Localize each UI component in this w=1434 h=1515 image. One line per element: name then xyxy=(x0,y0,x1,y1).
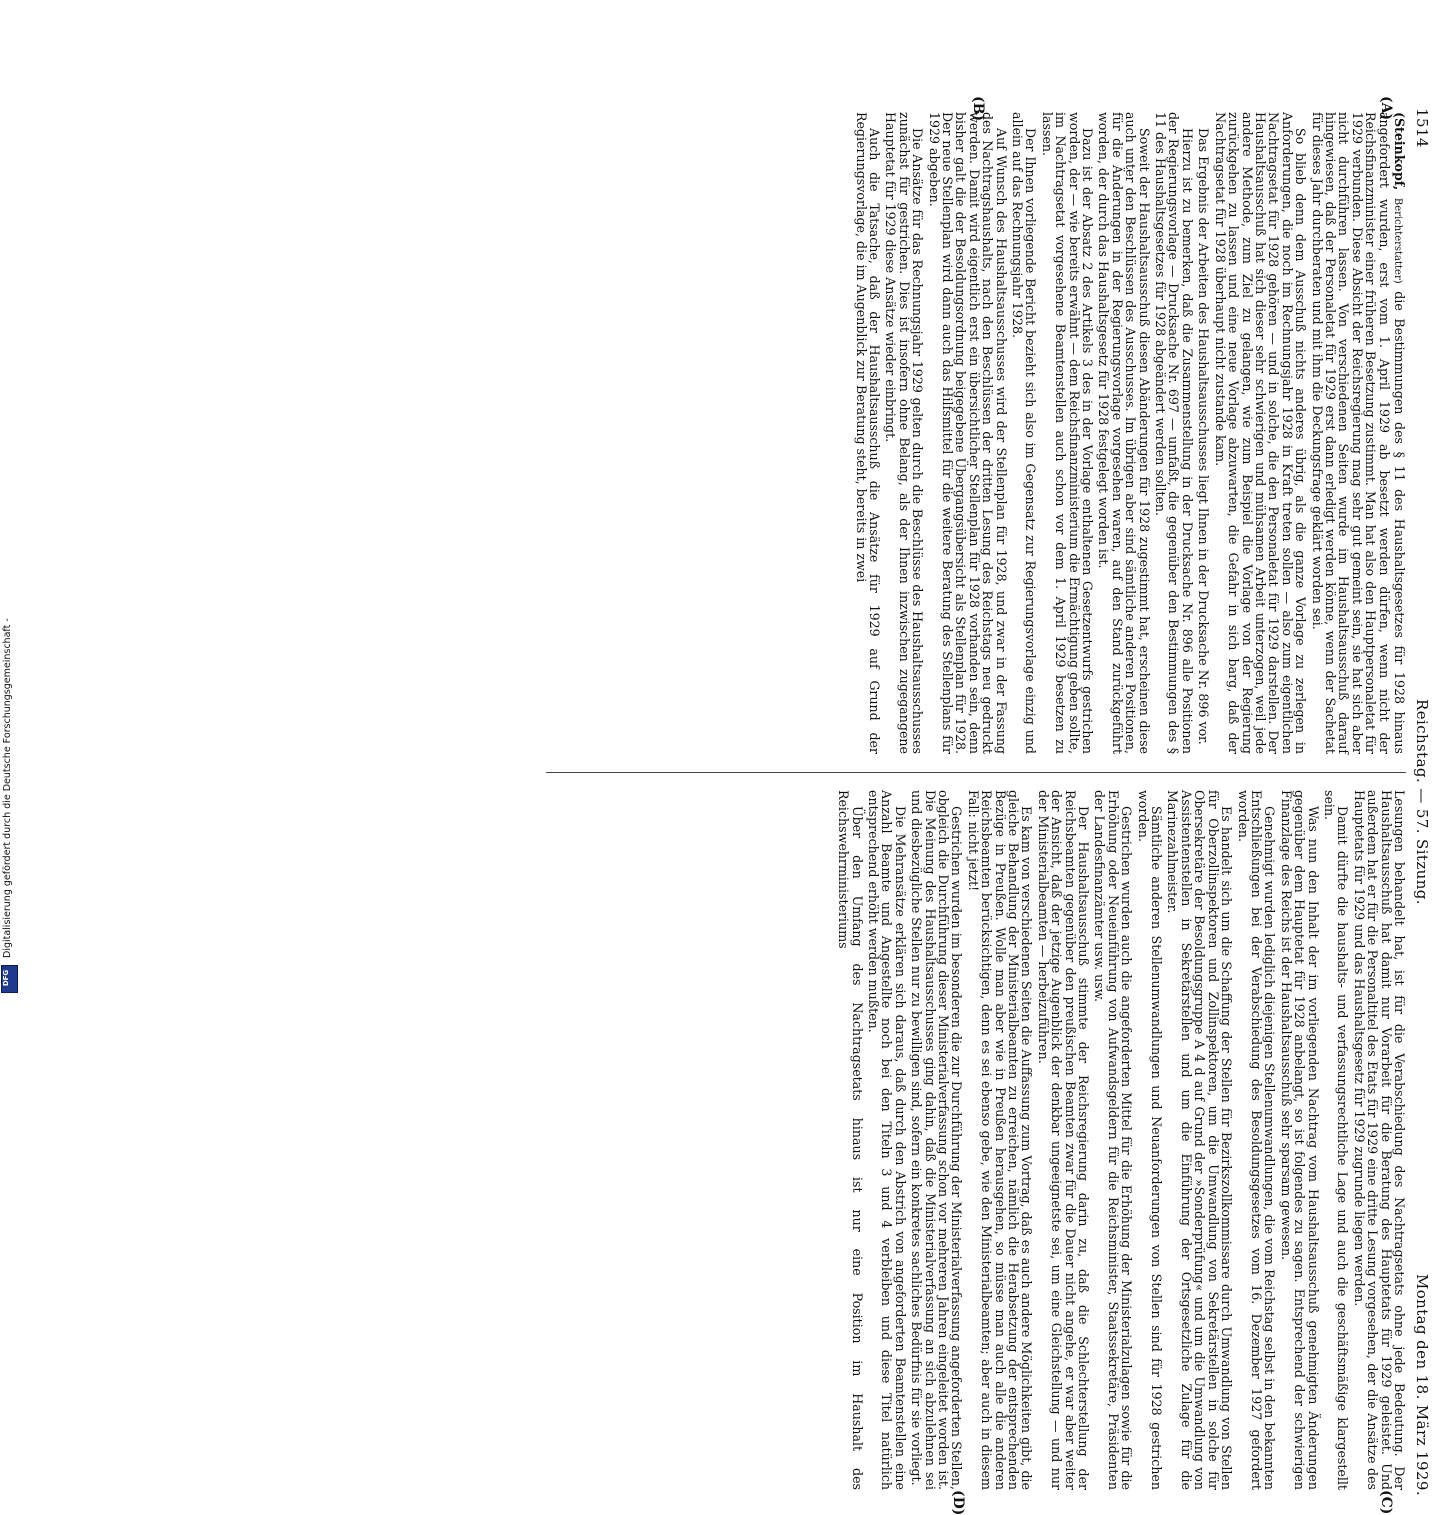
margin-marker-c: (C) xyxy=(1378,1490,1394,1515)
paragraph: Gestrichen wurden auch die angeforderten Mittel für die Erhöhung der Ministerialzulagen sowie für die Erhöhung oder Neueinführung von Aufwandsgeldern für die Reichsminister, Staatssekretäre, Präsidenten der Landesfinanzämter usw. usw. xyxy=(1092,790,1135,1490)
dfg-logo-text: DFG xyxy=(2,969,11,987)
page-title: Reichstag. — 57. Sitzung. xyxy=(1413,699,1431,905)
document-page xyxy=(30,96,1434,1515)
paragraph: Das Ergebnis der Arbeiten des Haushaltsausschusses liegt Ihnen in der Drucksache Nr. 896 vor. xyxy=(1196,128,1212,745)
margin-marker-a: (A) xyxy=(1378,96,1394,121)
margin-marker-b: (B) xyxy=(970,96,986,122)
paragraph: Was nun den Inhalt der im vorliegenden Nachtrag vom Haushaltsausschuß genehmigten Änderungen gegenüber dem Hauptetat für 1928 anbelangt, so ist folgendes zu sagen. Entsprechend der schwierigen Finanzlage des Reichs ist der Haushaltsausschuß sehr sparsam gewesen. xyxy=(1278,790,1321,1490)
paragraph: Gestrichen wurden im besonderen die zur Durchführung der Ministerialverfassung angeforderten Stellen, obgleich die Durchführung dieser Ministerialverfassung schon vor mehreren Jahren eingeleitet worden ist. Die Meinung des Haushaltsausschusses ging dahin, daß die Ministerialverfassung an sich abzulehnen sei und diesbezügliche Stellen nur zu bewilligen sind, sofern ein konkretes sachliches Bedürfnis für sie vorliegt. xyxy=(909,790,965,1490)
column-divider xyxy=(546,772,1406,773)
left-column xyxy=(546,112,1406,754)
paragraph: Soweit der Haushaltsausschuß diesen Abänderungen für 1928 zugestimmt hat, erscheinen diese auch unter den Beschlüssen des Ausschusses. Im übrigen aber sind sämtliche anderen Positionen, für die Änderungen in der Regierungsvorlage vorgesehen waren, auf den Stand zurückgeführt worden, der durch das Haushaltsgesetz für 1928 festgelegt worden ist. xyxy=(1096,112,1152,754)
paragraph: Genehmigt wurden lediglich diejenigen Stellenumwandlungen, die vom Reichstag selbst in den bekannten Entschließungen bei der Verabschiedung des Besoldungsgesetzes vom 16. Dezember 1927 gefordert worden. xyxy=(1235,790,1278,1490)
paragraph: Es handelt sich um die Schaffung der Stellen für Bezirkszollkommissare durch Umwandlung von Stellen für Oberzollinspektoren und Zollinspektoren, um die Umwandlung von Sekretärstellen in solche für Obersekretäre der Besoldungsgruppe A 4 d auf Grund der »Sonderprüfung« und um die Umwandlung von Assistentenstellen in Sekretärstellen und um die Einführung der Ortsgesetzliche Zulage für die Marinezahlmeister. xyxy=(1165,790,1235,1490)
paragraph: Über den Umfang des Nachtragsetats hinaus ist nur eine Position im Haushalt des Reichswehrministeriums xyxy=(836,790,865,1490)
speaker-name: (Steinkopf, xyxy=(1392,112,1407,191)
page-header xyxy=(1408,100,1431,1504)
paragraph: die Bestimmungen des § 11 des Haushaltsgesetzes für 1928 hinaus angefordert wurden, erst vom 1. April 1929 ab besetzt werden dürfen, wenn nicht der Reichsfinanzminister einer früheren Besetzung zustimmt. Man hat also den Hauptpersonaletat für 1929 verbunden. Diese Absicht der Reichsregierung mag sehr gut gemeint sein, sie hat sich aber nicht durchführen lassen. Von verschiedenen Seiten wurde im Haushaltsausschuß darauf hingewiesen, daß der Personaletat für 1929 erst dann erledigt werden könne, wenn der Sachetat für dieses Jahr durchberaten und mit ihm die Deckungsfrage geklärt worden sei. xyxy=(1309,112,1407,754)
margin-marker-d: (D) xyxy=(950,1490,966,1515)
paragraph: Auch die Tatsache, daß der Haushaltsausschuß die Ansätze für 1929 auf Grund der Regierungsvorlage, die im Augenblick zur Beratung steht, bereits in zwei xyxy=(853,112,882,754)
paragraph: Der Haushaltsausschuß stimmte der Reichsregierung darin zu, daß die Schlechterstellung der Reichsbeamten gegenüber den preußischen Beamten zwar für die Dauer nicht angehe, er war aber weiter der Ansicht, daß der jetzige Augenblick der denkbar ungeeignetste sei, um eine Gleichstellung — und nur der Ministerialbeamten — herbeizuführen. xyxy=(1035,790,1092,1490)
paragraph: Es kam von verschiedenen Seiten die Auffassung zum Vortrag, daß es auch andere Möglichkeiten gibt, die gleiche Behandlung der Ministerialbeamten zu erreichen, nämlich die Herabsetzung der entsprechenden Bezüge in Preußen. Wolle man aber wie in Preußen herausgehen, so müsse man auch alle die anderen Reichsbeamten berücksichtigen, denn es sei ebenso gebe, wie den Ministerialbeamten; aber auch in diesem Fall: nicht jetzt! xyxy=(965,790,1035,1490)
speaker-line xyxy=(1310,112,1406,754)
speaker-role: Berichterstatter) xyxy=(1392,197,1403,284)
paragraph: Hierzu ist zu bemerken, daß die Zusammenstellung in der Drucksache Nr. 896 alle Positionen der Regierungsvorlage — Drucksache Nr. 697 — umfaßt, die gegenüber den Bestimmungen des § 11 des Haushaltsgesetzes für 1928 abgeändert werden sollten. xyxy=(1153,112,1195,754)
paragraph: Die Ansätze für das Rechnungsjahr 1929 gelten durch die Beschlüsse des Haushaltsausschusses zunächst für gestrichen. Dies ist insofern ohne Belang, als der Ihnen inzwischen zugegangene Hauptetat für 1929 diese Ansätze wieder einbringt. xyxy=(883,112,926,754)
credit-text: Digitalisierung gefördert durch die Deutsche Forschungsgemeinschaft - xyxy=(2,618,13,958)
paragraph: Damit dürfte die haushalts- und verfassungsrechtliche Lage und auch die geschäftsmäßige klargestellt sein. xyxy=(1321,790,1351,1490)
dfg-logo xyxy=(1,965,18,993)
paragraph: Auf Wunsch des Haushaltsausschusses wird der Stellenplan für 1928, und zwar in der Fassung des Nachtragshaushalts, nach den Beschlüssen der dritten Lesung des Reichstags neu gedruckt werden. Damit wird eigentlich erst ein übersichtlicher Stellenplan für 1928 vorhanden sein, denn bisher galt die der Besoldungsordnung beigegebene Übergangsübersicht als Stellenplan für 1928. Der neue Stellenplan wird dann auch das Hilfsmittel für die weitere Beratung des Stellenplans für 1929 abgeben. xyxy=(926,112,1009,754)
page-number: 1514 xyxy=(1413,108,1431,148)
paragraph: Dazu ist der Absatz 2 des Artikels 3 des in der Vorlage enthaltenen Gesetzentwurfs gestrichen worden, der — wie bereits erwähnt — dem Reichsfinanzministerium die Ermächtigung geben sollte, im Nachtragsetat vorgesehene Beamtenstellen auch schon vor dem 1. April 1929 besetzen zu lassen. xyxy=(1039,112,1096,754)
paragraph: Sämtliche anderen Stellenumwandlungen und Neuanforderungen von Stellen sind für 1928 gestrichen worden. xyxy=(1135,790,1165,1490)
paragraph: Lesungen behandelt hat, ist für die Verabschiedung des Nachtragsetats ohne jede Bedeutung. Der Haushaltsausschuß hat damit nur Vorarbeit für die Beratung des Hauptetats für 1929 geleistet. Und außerdem hat er für die Personaltitel des Etats für 1929 eine dritte Lesung vorgesehen, der die Ansätze des Hauptetats für 1929 und das Haushaltsgesetz für 1929 zugrunde liegen werden. xyxy=(1351,790,1407,1490)
paragraph: Der Ihnen vorliegende Bericht bezieht sich also im Gegensatz zur Regierungsvorlage einzig und allein auf das Rechnungsjahr 1928. xyxy=(1010,112,1039,754)
paragraph: So blieb denn dem Ausschuß nichts anderes übrig, als die ganze Vorlage zu zerlegen in Anforderungen, die noch im Rechnungsjahr 1928 in Kraft treten sollen — also zum eigentlichen Nachtragsetat für 1928 gehören — und in solche, die den Personaletat für 1929 darstellen. Der Haushaltsausschuß hat sich dieser sehr schwierigen und mühsamen Arbeit unterzogen, weil jede andere Methode, zum Ziel zu gelangen, wie zum Beispiel die Vorlage von der Regierung zurückgehen zu lassen und eine neue Vorlage abzuwarten, die Gefahr in sich barg, daß der Nachtragsetat für 1928 überhaupt nicht zustande kam. xyxy=(1212,112,1309,754)
page-date: Montag den 18. März 1929. xyxy=(1413,1273,1431,1496)
paragraph: Die Mehransätze erklären sich daraus, daß durch den Abstrich von angeforderten Beamtenstellen eine Anzahl Beamte und Angestellte noch bei den Titeln 3 und 4 verbleiben und diese Titel natürlich entsprechend erhöht werden mußten. xyxy=(865,790,908,1490)
digitization-credit xyxy=(0,560,18,1000)
right-column xyxy=(546,790,1406,1490)
